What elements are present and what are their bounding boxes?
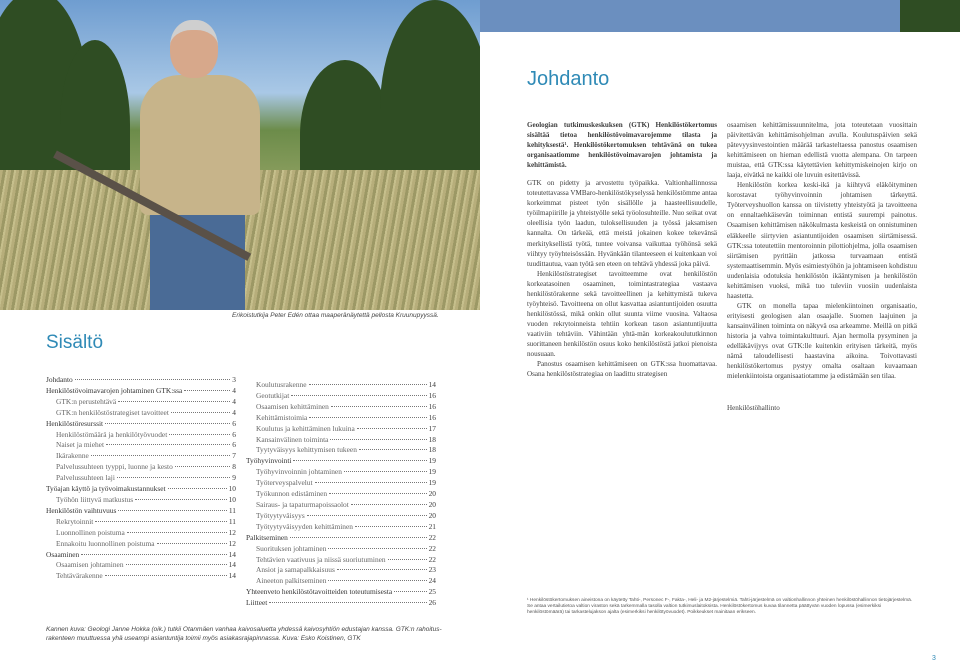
toc-entry-page: 22 <box>428 543 436 553</box>
toc-entry-page: 14 <box>228 560 236 570</box>
toc-entry-page: 22 <box>428 532 436 542</box>
toc-entry-label: GTK:n henkilöstöstrategiset tavoitteet <box>56 407 169 417</box>
toc-leader-dots <box>328 548 426 549</box>
toc-entry-label: Tyytyväisyys kehittymisen tukeen <box>256 445 357 455</box>
toc-leader-dots <box>330 439 426 440</box>
toc-leader-dots <box>315 482 427 483</box>
cover-photo <box>0 0 480 310</box>
toc-entry[interactable] <box>246 533 436 544</box>
toc-leader-dots <box>81 554 226 555</box>
signature: Henkilöstöhallinto <box>727 404 780 413</box>
toc-leader-dots <box>291 395 426 396</box>
toc-entry[interactable] <box>46 517 236 528</box>
toc-leader-dots <box>307 515 427 516</box>
toc-leader-dots <box>126 564 227 565</box>
toc-leader-dots <box>169 434 230 435</box>
toc-entry[interactable] <box>46 495 236 506</box>
toc-leader-dots <box>157 543 227 544</box>
toc-entry-page: 12 <box>228 538 236 548</box>
toc-entry[interactable] <box>46 473 236 484</box>
toc-entry[interactable] <box>46 419 236 430</box>
footnote: ¹ Henkilöstökertomuksen aineistona on käytetty Tahti-, Personec F-, Fakta-, Heli- ja M2-järjestelmiä. Tahti-järjestelmä on valtionhallinnon yhteinen henkilöstöhallinnon tietojärjestelmä. Se antaa vertailutietoa valtion viraston sekä tarkemmalla tasolla valtion tutkimuslaitoksista. Henkilöstökertomus kuvaa tilannetta päättyvän vuoden lopussa (esimerkiksi henkilöstömäärä) tai tarkastelujakson ajalta (esimerkiksi henkilötyövuodet). Poikkeukset mainitaan erikseen. <box>527 598 913 616</box>
toc-leader-dots <box>117 477 230 478</box>
photo-caption: Erikoistutkija Peter Edén ottaa maaperänäytettä pellosta Kruunupyyssä. <box>232 312 439 319</box>
toc-entry[interactable] <box>246 467 436 478</box>
toc-leader-dots <box>135 499 227 500</box>
toc-entry[interactable] <box>246 435 436 446</box>
toc-entry-label: Tehtävärakenne <box>56 571 103 581</box>
toc-entry-label: Henkilöstövoimavarojen johtaminen GTK:ssa <box>46 385 183 395</box>
toc-entry[interactable] <box>246 576 436 587</box>
toc-leader-dots <box>118 510 226 511</box>
toc-entry-page: 14 <box>228 549 236 559</box>
toc-entry[interactable] <box>46 462 236 473</box>
toc-entry[interactable] <box>246 402 436 413</box>
toc-leader-dots <box>293 460 426 461</box>
toc-entry-label: Naiset ja miehet <box>56 440 105 450</box>
toc-leader-dots <box>106 444 230 445</box>
toc-entry-label: Työhön liittyvä matkustus <box>56 494 134 504</box>
toc-entry-page: 14 <box>428 380 436 389</box>
toc-entry-label: Työtyytyväisyys <box>256 510 305 520</box>
toc-entry-page: 11 <box>228 516 236 526</box>
toc-entry-page: 20 <box>428 510 436 520</box>
toc-leader-dots <box>184 390 230 391</box>
header-photo-strip <box>480 0 960 32</box>
toc-entry[interactable] <box>46 451 236 462</box>
toc-entry-label: Työterveyspalvelut <box>256 478 313 488</box>
article-paragraph: Panostus osaamisen kehittämiseen on GTK:ssa huomattavaa. Osana henkilöstöstrategiaa on laadittu strategisen <box>527 360 717 379</box>
toc-entry-page: 17 <box>428 423 436 433</box>
toc-entry-label: Työhyvinvointi <box>246 456 292 466</box>
toc-entry-page: 4 <box>232 385 236 395</box>
toc-leader-dots <box>359 449 427 450</box>
toc-entry[interactable] <box>246 424 436 435</box>
toc-entry[interactable] <box>46 375 236 386</box>
toc-entry-label: Ennakoitu luonnollinen poistuma <box>56 538 155 548</box>
toc-entry-page: 6 <box>232 429 236 439</box>
toc-entry-label: Palvelussuhteen tyyppi, luonne ja kesto <box>56 462 173 472</box>
toc-leader-dots <box>344 471 427 472</box>
toc-entry-label: Osaaminen <box>46 549 80 559</box>
toc-leader-dots <box>269 602 426 603</box>
toc-entry-page: 16 <box>428 390 436 400</box>
toc-entry[interactable] <box>246 598 436 609</box>
toc-entry-page: 16 <box>428 401 436 411</box>
toc-entry[interactable] <box>46 408 236 419</box>
toc-left-column <box>46 375 236 582</box>
toc-entry[interactable] <box>46 484 236 495</box>
toc-entry-label: Liitteet <box>246 598 268 608</box>
page-number: 3 <box>932 655 936 662</box>
toc-leader-dots <box>118 401 230 402</box>
toc-entry-label: Työhyvinvoinnin johtaminen <box>256 467 342 477</box>
toc-leader-dots <box>105 423 230 424</box>
cover-caption: Kannen kuva: Geologi Janne Hokka (oik.) tutkii Otanmäen vanhaa kaivosaluetta yhdessä kaivosyhtiön edustajan kanssa. GTK:n rahoitus-rakenteen muuttuessa yhä useampi asiantuntija toimii myös asiakasrajapinnassa. Kuva: Esko Koistinen, GTK <box>46 626 442 642</box>
toc-entry-label: Kansainvälinen toiminta <box>256 434 329 444</box>
toc-leader-dots <box>171 412 230 413</box>
toc-entry-label: GTK:n perustehtävä <box>56 396 117 406</box>
toc-entry[interactable] <box>46 440 236 451</box>
article-lead: Geologian tutkimuskeskuksen (GTK) Henkilöstökertomus sisältää tietoa henkilöstövoimavarojemme tilasta ja kehityksestä¹. Henkilöstökertomuksen tehtävänä on tukea organisaatiomme henkilöstövoimavarojen johtamista ja kehittämistä. <box>527 121 717 170</box>
toc-entry[interactable] <box>46 397 236 408</box>
article-paragraph: Henkilöstöstrategiset tavoitteemme ovat henkilöstön korkeatasoinen osaaminen, toimintastrategiaa vastaava henkilöstörakenne sekä tavoitteellinen ja kehittymistä tukeva työyhteisö. Tavoitteena on ollut kasvattaa asiantuntijoiden osuutta henkilöstössä, mikä onkin ollut suunta viime vuosina. Valtaosa vuoden rekrytoinneista tehtiin korkean tason asiantuntijuutta vaativiin tehtäviin. Vähintään yhtä-män korkeakoulututkinnon suorittaneen henkilöstön osuus koko henkilöstöstä jatkoi pienoista nousuaan. <box>527 269 717 359</box>
toc-entry-label: Ikärakenne <box>56 451 89 461</box>
toc-leader-dots <box>329 493 426 494</box>
toc-entry[interactable] <box>246 511 436 522</box>
toc-entry-page: 11 <box>228 505 236 515</box>
toc-entry[interactable] <box>246 456 436 467</box>
toc-leader-dots <box>127 532 227 533</box>
toc-entry-label: Aineeton palkitseminen <box>256 576 327 586</box>
toc-entry-label: Työajan käyttö ja työvoimakustannukset <box>46 484 166 494</box>
toc-entry[interactable] <box>246 544 436 555</box>
toc-entry-page: 21 <box>428 521 436 531</box>
toc-entry-page: 10 <box>228 494 236 504</box>
toc-entry-page: 4 <box>232 396 236 406</box>
toc-entry[interactable] <box>46 550 236 561</box>
toc-entry-label: Kehittämistoimia <box>256 412 308 422</box>
toc-entry-label: Työkunnon edistäminen <box>256 489 328 499</box>
toc-entry[interactable] <box>246 565 436 576</box>
toc-entry-page: 6 <box>232 418 236 428</box>
toc-entry-page: 8 <box>232 462 236 472</box>
toc-leader-dots <box>91 455 230 456</box>
toc-entry[interactable] <box>46 528 236 539</box>
toc-entry[interactable] <box>246 445 436 456</box>
toc-entry[interactable] <box>246 391 436 402</box>
toc-entry-label: Rekrytoinnit <box>56 516 94 526</box>
article-paragraph: GTK on pidetty ja arvostettu työpaikka. Valtionhallinnossa toteutettavassa VMBaro-henkilöstökyselyssä henkilöstömme antaa korkeimmat pisteet työn sisällölle ja haasteellisuudelle, työilmapiirille ja yhteistyölle sekä työolosuhteille. Nuo seikat ovat oleellisia työn laadun, tuloksellisuuden ja työssä jaksamisen kannalta. On tärkeää, että meistä jokainen kokee tekevänsä merkityksellistä työtä, tuntee voivansa vaikuttaa työhönsä sekä viihtyy työyhteisössään. Hyvänkään tilanteeseen ei kuitenkaan voi tuudittautua, vaan työtä sen eteen on tehtävä yhdessä joka päivä. <box>527 179 717 268</box>
toc-entry[interactable] <box>246 555 436 566</box>
article-paragraph: GTK on monella tapaa mielenkiintoinen organisaatio, erityisesti geologisen alan osaajalle. Suomen laajuinen ja kansainvälinen toiminta on näkyvä osa arkeamme. Meillä on pitkä historia ja vahva toimintakulttuuri. Ajan hermolla pysyminen ja edelläkävijyys ovat GTK:lle kuitenkin erityisen tärkeitä, myös nämä taloudellisesti haastavina aikoina. Toivottavasti henkilöstökertomus pystyy omalta osaltaan kuvaamaan mielenkiintoista organisaatiotamme ja edistämään sen tilaa. <box>727 301 917 381</box>
toc-entry-page: 6 <box>232 440 236 450</box>
toc-entry-page: 9 <box>232 473 236 483</box>
toc-entry[interactable] <box>46 430 236 441</box>
toc-entry-page: 23 <box>428 565 436 575</box>
toc-leader-dots <box>355 526 427 527</box>
toc-entry-label: Suorituksen johtaminen <box>256 543 327 553</box>
toc-entry-label: Sairaus- ja tapaturmapoissaolot <box>256 499 349 509</box>
toc-leader-dots <box>309 384 427 385</box>
toc-entry[interactable] <box>246 500 436 511</box>
toc-leader-dots <box>175 466 231 467</box>
toc-entry[interactable] <box>246 522 436 533</box>
article-column-2 <box>727 120 917 413</box>
toc-heading: Sisältö <box>46 332 104 353</box>
toc-leader-dots <box>75 379 231 380</box>
toc-entry-label: Työtyytyväisyyden kehittäminen <box>256 521 353 531</box>
toc-entry-label: Ansiot ja samapalkkaisuus <box>256 565 335 575</box>
toc-leader-dots <box>337 569 427 570</box>
toc-entry[interactable] <box>46 571 236 582</box>
toc-entry-label: Henkilöstömäärä ja henkilötyövuodet <box>56 429 168 439</box>
toc-right-column <box>246 380 436 609</box>
toc-entry-label: Johdanto <box>46 375 73 384</box>
toc-entry-page: 14 <box>228 571 236 581</box>
toc-entry[interactable] <box>246 489 436 500</box>
toc-entry[interactable] <box>246 587 436 598</box>
toc-entry-page: 22 <box>428 554 436 564</box>
toc-entry-page: 19 <box>428 478 436 488</box>
toc-entry-label: Palvelussuhteen laji <box>56 473 115 483</box>
toc-entry-page: 16 <box>428 412 436 422</box>
article-paragraph: osaamisen kehittämissuunnitelma, jota toteutetaan vuosittain päivitettävän kehittämisohjelman avulla. Koulutuspäivien sekä pätevyysinvestointien määrää tarkasteltaessa panostus osaamisen kehittämiseen on hieman edellistä vuotta alempana. On tarpeen muistaa, että GTK:ssa käytettävien kehittymiskeinojen kirjo on laaja, eivätkä ne kaikki ole luvuin esitettävissä. <box>727 121 917 180</box>
article-paragraph: Henkilöstön korkea keski-ikä ja kiihtyvä eläköityminen korostavat työhyvinvoinnin johtamisen tärkeyttä. Työterveyshuollon kanssa on tiivistetty yhteistyötä ja tavoitteena on ennaltaehkäisevän toiminnan entistä suurempi painotus. Osaamisen kehittämisen näkökulmasta keskeistä on onnistuminen eläkkeelle siirtyvien asiantuntijoiden osaamisen siirtämisessä. GTK:ssa toteutettiin mentoroinnin pilottiohjelma, jolla osaamisen siirtämisen pyrittäin jatkossa turvaamaan entistä systemaattisemmin. Myös esimiestyöhön ja johtamiseen kohdistuu uudenlaisia odotuksia henkilöstön ikääntymisen ja henkilöstön kehittämisen vuoksi, mikä tuo tuleviin vuosiin uudenlaista haastetta. <box>727 181 917 300</box>
toc-entry-label: Osaamisen johtaminen <box>56 560 124 570</box>
toc-leader-dots <box>328 580 426 581</box>
toc-entry[interactable] <box>46 539 236 550</box>
toc-entry-page: 19 <box>428 467 436 477</box>
toc-leader-dots <box>394 591 426 592</box>
toc-entry-page: 4 <box>232 407 236 417</box>
toc-entry-page: 20 <box>428 499 436 509</box>
toc-entry-label: Osaamisen kehittäminen <box>256 401 329 411</box>
toc-entry-page: 18 <box>428 434 436 444</box>
toc-leader-dots <box>351 504 427 505</box>
toc-entry-page: 3 <box>232 375 236 384</box>
toc-entry-label: Koulutus ja kehittäminen lukuina <box>256 423 355 433</box>
toc-entry[interactable] <box>246 413 436 424</box>
toc-entry-page: 19 <box>428 456 436 466</box>
toc-entry-label: Palkitseminen <box>246 532 288 542</box>
toc-entry-page: 26 <box>428 598 436 608</box>
toc-leader-dots <box>105 575 227 576</box>
toc-leader-dots <box>331 406 427 407</box>
toc-entry-label: Yhteenveto henkilöstötavoitteiden toteutumisesta <box>246 587 393 597</box>
toc-entry-page: 18 <box>428 445 436 455</box>
toc-entry[interactable] <box>46 506 236 517</box>
toc-entry[interactable] <box>46 386 236 397</box>
toc-entry-page: 10 <box>228 484 236 494</box>
toc-entry-label: Henkilöstön vaihtuvuus <box>46 505 117 515</box>
toc-leader-dots <box>168 488 227 489</box>
toc-entry-label: Luonnollinen poistuma <box>56 527 125 537</box>
toc-entry-label: Geotutkijat <box>256 390 290 400</box>
toc-entry-label: Henkilöstöresurssit <box>46 418 104 428</box>
toc-leader-dots <box>95 521 227 522</box>
toc-entry-page: 25 <box>428 587 436 597</box>
article-column-1 <box>527 120 717 379</box>
toc-leader-dots <box>388 559 427 560</box>
article-heading: Johdanto <box>527 68 610 90</box>
toc-entry-page: 24 <box>428 576 436 586</box>
toc-entry[interactable] <box>246 380 436 391</box>
toc-leader-dots <box>290 537 427 538</box>
toc-entry-label: Tehtävien vaativuus ja niissä suoriutuminen <box>256 554 386 564</box>
toc-entry[interactable] <box>46 560 236 571</box>
toc-entry-page: 20 <box>428 489 436 499</box>
toc-entry[interactable] <box>246 478 436 489</box>
toc-leader-dots <box>309 417 426 418</box>
toc-entry-label: Koulutusrakenne <box>256 380 307 389</box>
toc-entry-page: 7 <box>232 451 236 461</box>
toc-entry-page: 12 <box>228 527 236 537</box>
toc-leader-dots <box>357 428 427 429</box>
